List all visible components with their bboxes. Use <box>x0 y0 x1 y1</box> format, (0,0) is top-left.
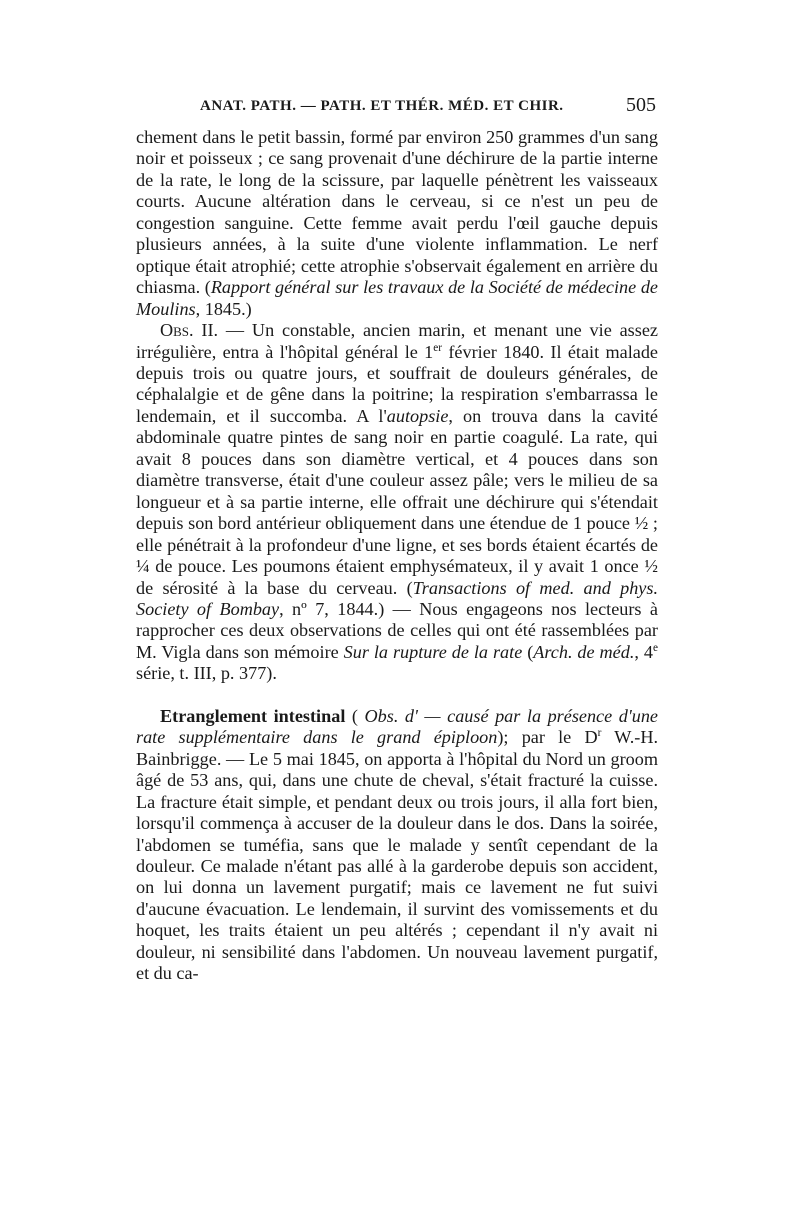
citation-title: Transactions of med. and phys. Society of Bombay <box>136 577 658 619</box>
italic-term: autopsie <box>386 405 449 426</box>
text-run: , on trouva dans la cavité abdominale quatre pintes de sang noir en partie coagulé. La rate, qui avait 8 pouces dans son diamètre vertical, et 4 pouces dans son diamètre transverse, était d'une couleur assez pâle; vers le milieu de sa longueur et à sa partie interne, elle offrait une déchirure qui s'étendait depuis son bord antérieur obliquement dans une étendue de 1 pouce ½ ; elle pénétrait à la profondeur d'une ligne, et ses bords étaient écartés de ¼ de pouce. Les poumons étaient emphysémateux, il y avait 1 once ½ de sérosité à la base du cerveau. ( <box>136 405 658 598</box>
observation-label: Obs. II. <box>160 320 219 341</box>
superscript: r <box>597 727 602 740</box>
body-text <box>136 127 658 985</box>
page-number: 505 <box>626 94 656 116</box>
text-run: , nº 7, 1844.) — Nous engageons nos lecteurs à rapprocher ces deux observations de celles qui ont été rassemblées par M. Vigla dans son mémoire <box>136 598 658 662</box>
paragraph-continuation <box>136 127 658 320</box>
text-run: — Un constable, ancien marin, et menant une vie assez irrégulière, entra à l'hôpital général le 1 <box>136 320 658 362</box>
running-head: ANAT. PATH. — PATH. ET THÉR. MÉD. ET CHIR. <box>200 98 564 114</box>
text-run: ); par le D <box>497 727 598 748</box>
page-header <box>136 94 656 122</box>
text-run: W.-H. Bainbrigge. — Le 5 mai 1845, on apporta à l'hôpital du Nord un groom âgé de 53 ans, qui, dans une chute de cheval, s'était fracturé la cuisse. La fracture était simple, et pendant deux ou trois jours, il alla fort bien, lorsqu'il commença à accuser de la douleur dans le dos. Dans la soirée, l'abdomen se tuméfia, sans que le malade y sentît cependant de la douleur. Ce malade n'étant pas allé à la garderobe depuis son accident, on lui donna un lavement purgatif; mais ce lavement ne fut suivi d'aucune évacuation. Le lendemain, il survint des vomissements et du hoquet, les traits étaient un peu altérés ; cependant il n'y avait ni douleur, ni sensibilité dans l'abdomen. Un nouveau lavement purgatif, et du ca- <box>136 727 659 984</box>
paragraph-section <box>136 706 658 985</box>
superscript: e <box>652 641 658 654</box>
text-run: ( <box>522 641 534 662</box>
citation-title: Arch. de méd. <box>533 641 635 662</box>
citation-title: Sur la rupture de la rate <box>343 641 523 662</box>
text-run: , 4 <box>634 641 653 662</box>
superscript: er <box>433 341 443 354</box>
paragraph-observation-2 <box>136 320 658 685</box>
text-run: ( <box>345 705 365 726</box>
section-title: Etranglement intestinal <box>160 705 346 726</box>
italic-subtitle: Obs. d' — causé par la présence d'une rate supplémentaire dans le grand épiploon <box>136 705 658 748</box>
text-run: chement dans le petit bassin, formé par environ 250 grammes d'un sang noir et poisseux ; ce sang provenait d'une déchirure de la partie interne de la rate, le long de la scissure, par laquelle pénètrent les vaisseaux courts. Aucune altération dans le cerveau, si ce n'est un peu de congestion sanguine. Cette femme avait perdu l'œil gauche depuis plusieurs années, à la suite d'une violente inflammation. Le nerf optique était atrophié; cette atrophie s'observait également en arrière du chiasma. ( <box>136 127 658 298</box>
text-run: , 1845.) <box>195 298 252 319</box>
text-run: février 1840. Il était malade depuis trois ou quatre jours, et souffrait de douleurs générales, de céphalalgie et de gêne dans la poitrine; la respiration s'embarrassa le lendemain, et il succomba. A l' <box>136 341 658 426</box>
citation-title: Rapport général sur les travaux de la Société de médecine de Moulins <box>136 277 658 319</box>
text-run: série, t. III, p. 377). <box>136 663 277 684</box>
